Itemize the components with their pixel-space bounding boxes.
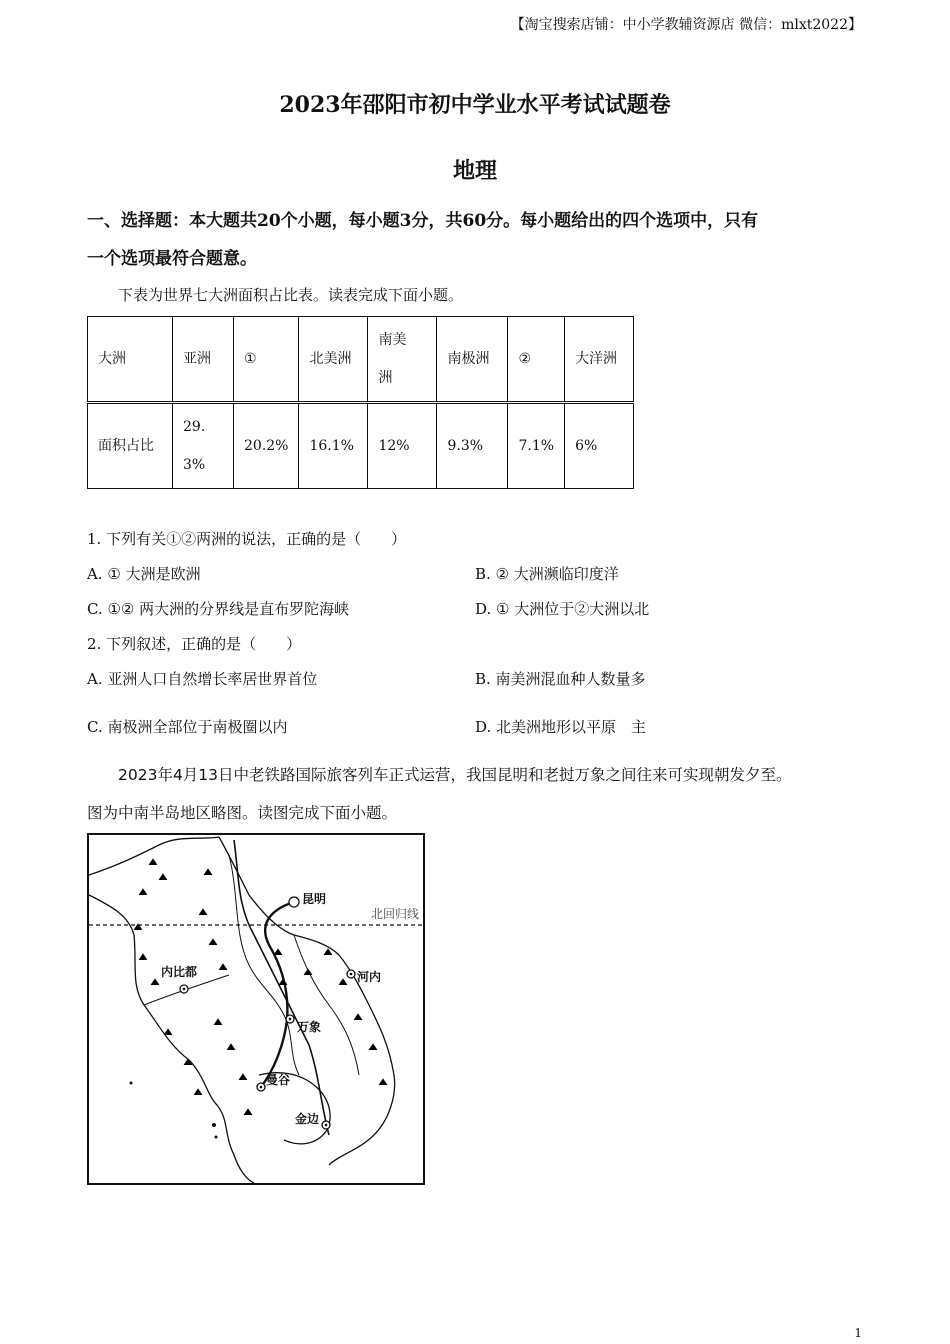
table-cell: 12% (368, 403, 437, 489)
question-1-option-a[interactable]: A. ① 大洲是欧洲 (87, 565, 201, 583)
section-heading-line2: 一个选项最符合题意。 (87, 249, 257, 269)
island-dot (215, 1136, 218, 1139)
table-cell: 16.1% (299, 403, 368, 489)
island-dot (212, 1123, 216, 1127)
table-cell: ② (508, 317, 565, 403)
question-1-option-b[interactable]: B. ② 大洲濒临印度洋 (475, 565, 619, 583)
table-cell: 面积占比 (88, 403, 173, 489)
indochina-map (87, 833, 425, 1185)
table-cell-text: 南美洲 (378, 332, 407, 386)
section-heading-line1: 一、选择题：本大题共20个小题，每小题3分，共60分。每小题给出的四个选项中，只有 (87, 211, 759, 231)
city-marker-bangkok-center (260, 1086, 263, 1089)
island-dot (130, 1082, 133, 1085)
page-number: 1 (854, 1326, 862, 1340)
question-1-option-c[interactable]: C. ①② 两大洲的分界线是直布罗陀海峡 (87, 600, 350, 618)
question-1-option-d[interactable]: D. ① 大洲位于②大洲以北 (475, 600, 650, 618)
river (234, 840, 329, 1135)
question-2-option-a[interactable]: A. 亚洲人口自然增长率居世界首位 (87, 670, 318, 688)
question-2-stem: 2. 下列叙述，正确的是（ ） (87, 635, 302, 653)
table-value-row (88, 403, 634, 489)
city-marker-vientiane-center (289, 1018, 292, 1021)
question-2-option-d[interactable]: D. 北美洲地形以平原 主 (475, 718, 647, 736)
border-line (89, 837, 219, 875)
question-1-stem: 1. 下列有关①②两洲的说法，正确的是（ ） (87, 530, 407, 548)
label-phnompenh: 金边 (295, 1112, 320, 1126)
table-cell (173, 403, 234, 489)
label-bangkok: 曼谷 (266, 1073, 291, 1087)
header-note: 【淘宝搜索店铺：中小学教辅资源店 微信：mlxt2022】 (510, 17, 862, 33)
map-intro-line1: 2023年4月13日中老铁路国际旅客列车正式运营，我国昆明和老挝万象之间往来可实现朝发夕至。 (118, 766, 792, 784)
table-intro: 下表为世界七大洲面积占比表。读表完成下面小题。 (118, 286, 464, 304)
table-cell: 大洲 (88, 317, 173, 403)
border-line (294, 935, 359, 1075)
table-cell: 6% (565, 403, 634, 489)
table-cell: 亚洲 (173, 317, 234, 403)
table-cell (368, 317, 437, 403)
table-cell: 20.2% (234, 403, 299, 489)
exam-title: 2023年邵阳市初中学业水平考试试题卷 (279, 92, 671, 118)
railway-line (261, 902, 294, 1087)
table-cell: 北美洲 (299, 317, 368, 403)
table-cell: 南极洲 (437, 317, 508, 403)
city-marker-naypyidaw-center (183, 988, 186, 991)
table-cell-text: 29.3% (183, 419, 206, 473)
table-cell: 7.1% (508, 403, 565, 489)
label-vientiane: 万象 (297, 1020, 322, 1034)
table-cell: ① (234, 317, 299, 403)
mountain-symbols (134, 859, 387, 1115)
city-marker-hanoi-center (350, 973, 353, 976)
coastline-west (89, 895, 254, 1183)
city-marker-kunming (289, 897, 299, 907)
subject-title: 地理 (452, 158, 497, 184)
label-tropic: 北回归线 (371, 907, 420, 921)
continent-area-table (87, 316, 634, 489)
question-2-option-b[interactable]: B. 南美洲混血种人数量多 (475, 670, 646, 688)
label-kunming: 昆明 (302, 892, 327, 906)
question-2-option-c[interactable]: C. 南极洲全部位于南极圈以内 (87, 718, 288, 736)
map-intro-line2: 图为中南半岛地区略图。读图完成下面小题。 (87, 804, 398, 822)
table-cell: 9.3% (437, 403, 508, 489)
city-marker-phnompenh-center (325, 1124, 328, 1127)
map-graphic (89, 835, 423, 1183)
label-hanoi: 河内 (357, 970, 382, 984)
table-cell: 大洋洲 (565, 317, 634, 403)
table-header-row (88, 317, 634, 403)
label-naypyidaw: 内比都 (161, 965, 198, 979)
section-heading (87, 202, 862, 278)
